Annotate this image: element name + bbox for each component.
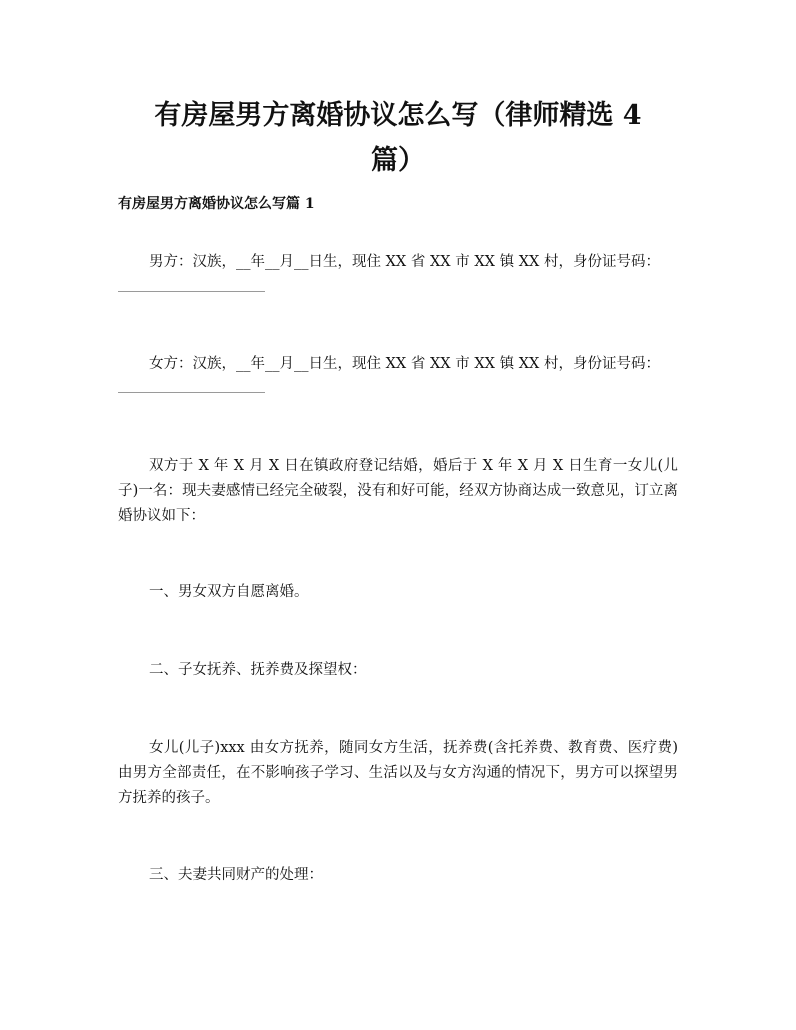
paragraph-male-party: 男方：汉族，__年__月__日生，现住 XX 省 XX 市 XX 镇 XX 村，身份证号码：: [149, 254, 660, 270]
section-heading: 有房屋男方离婚协议怎么写篇 1: [118, 196, 315, 212]
title-line-2: 篇）: [371, 145, 425, 176]
id-number-blank-line: [118, 291, 265, 292]
paragraph-female-party: 女方：汉族，__年__月__日生，现住 XX 省 XX 市 XX 镇 XX 村，身份证号码：: [149, 356, 660, 372]
document-title: [100, 93, 696, 183]
paragraph-child-custody: 女儿(儿子)xxx 由女方抚养，随同女方生活，抚养费(含托养费、教育费、医疗费)由男方全部责任，在不影响孩子学习、生活以及与女方沟通的情况下，男方可以探望男方抚养的孩子。: [118, 740, 678, 806]
clause-3-heading: 三、夫妻共同财产的处理：: [149, 867, 323, 883]
id-number-blank-line: [118, 392, 265, 393]
clause-1: 一、男女双方自愿离婚。: [149, 584, 309, 600]
paragraph-marriage-facts: 双方于 X 年 X 月 X 日在镇政府登记结婚，婚后于 X 年 X 月 X 日生育一女儿(儿子)一名：现夫妻感情已经完全破裂，没有和好可能，经双方协商达成一致意见，订立离婚协议如下：: [118, 458, 678, 524]
clause-2-heading: 二、子女抚养、抚养费及探望权：: [149, 662, 367, 678]
title-line-1: 有房屋男方离婚协议怎么写（律师精选 4: [154, 100, 642, 131]
